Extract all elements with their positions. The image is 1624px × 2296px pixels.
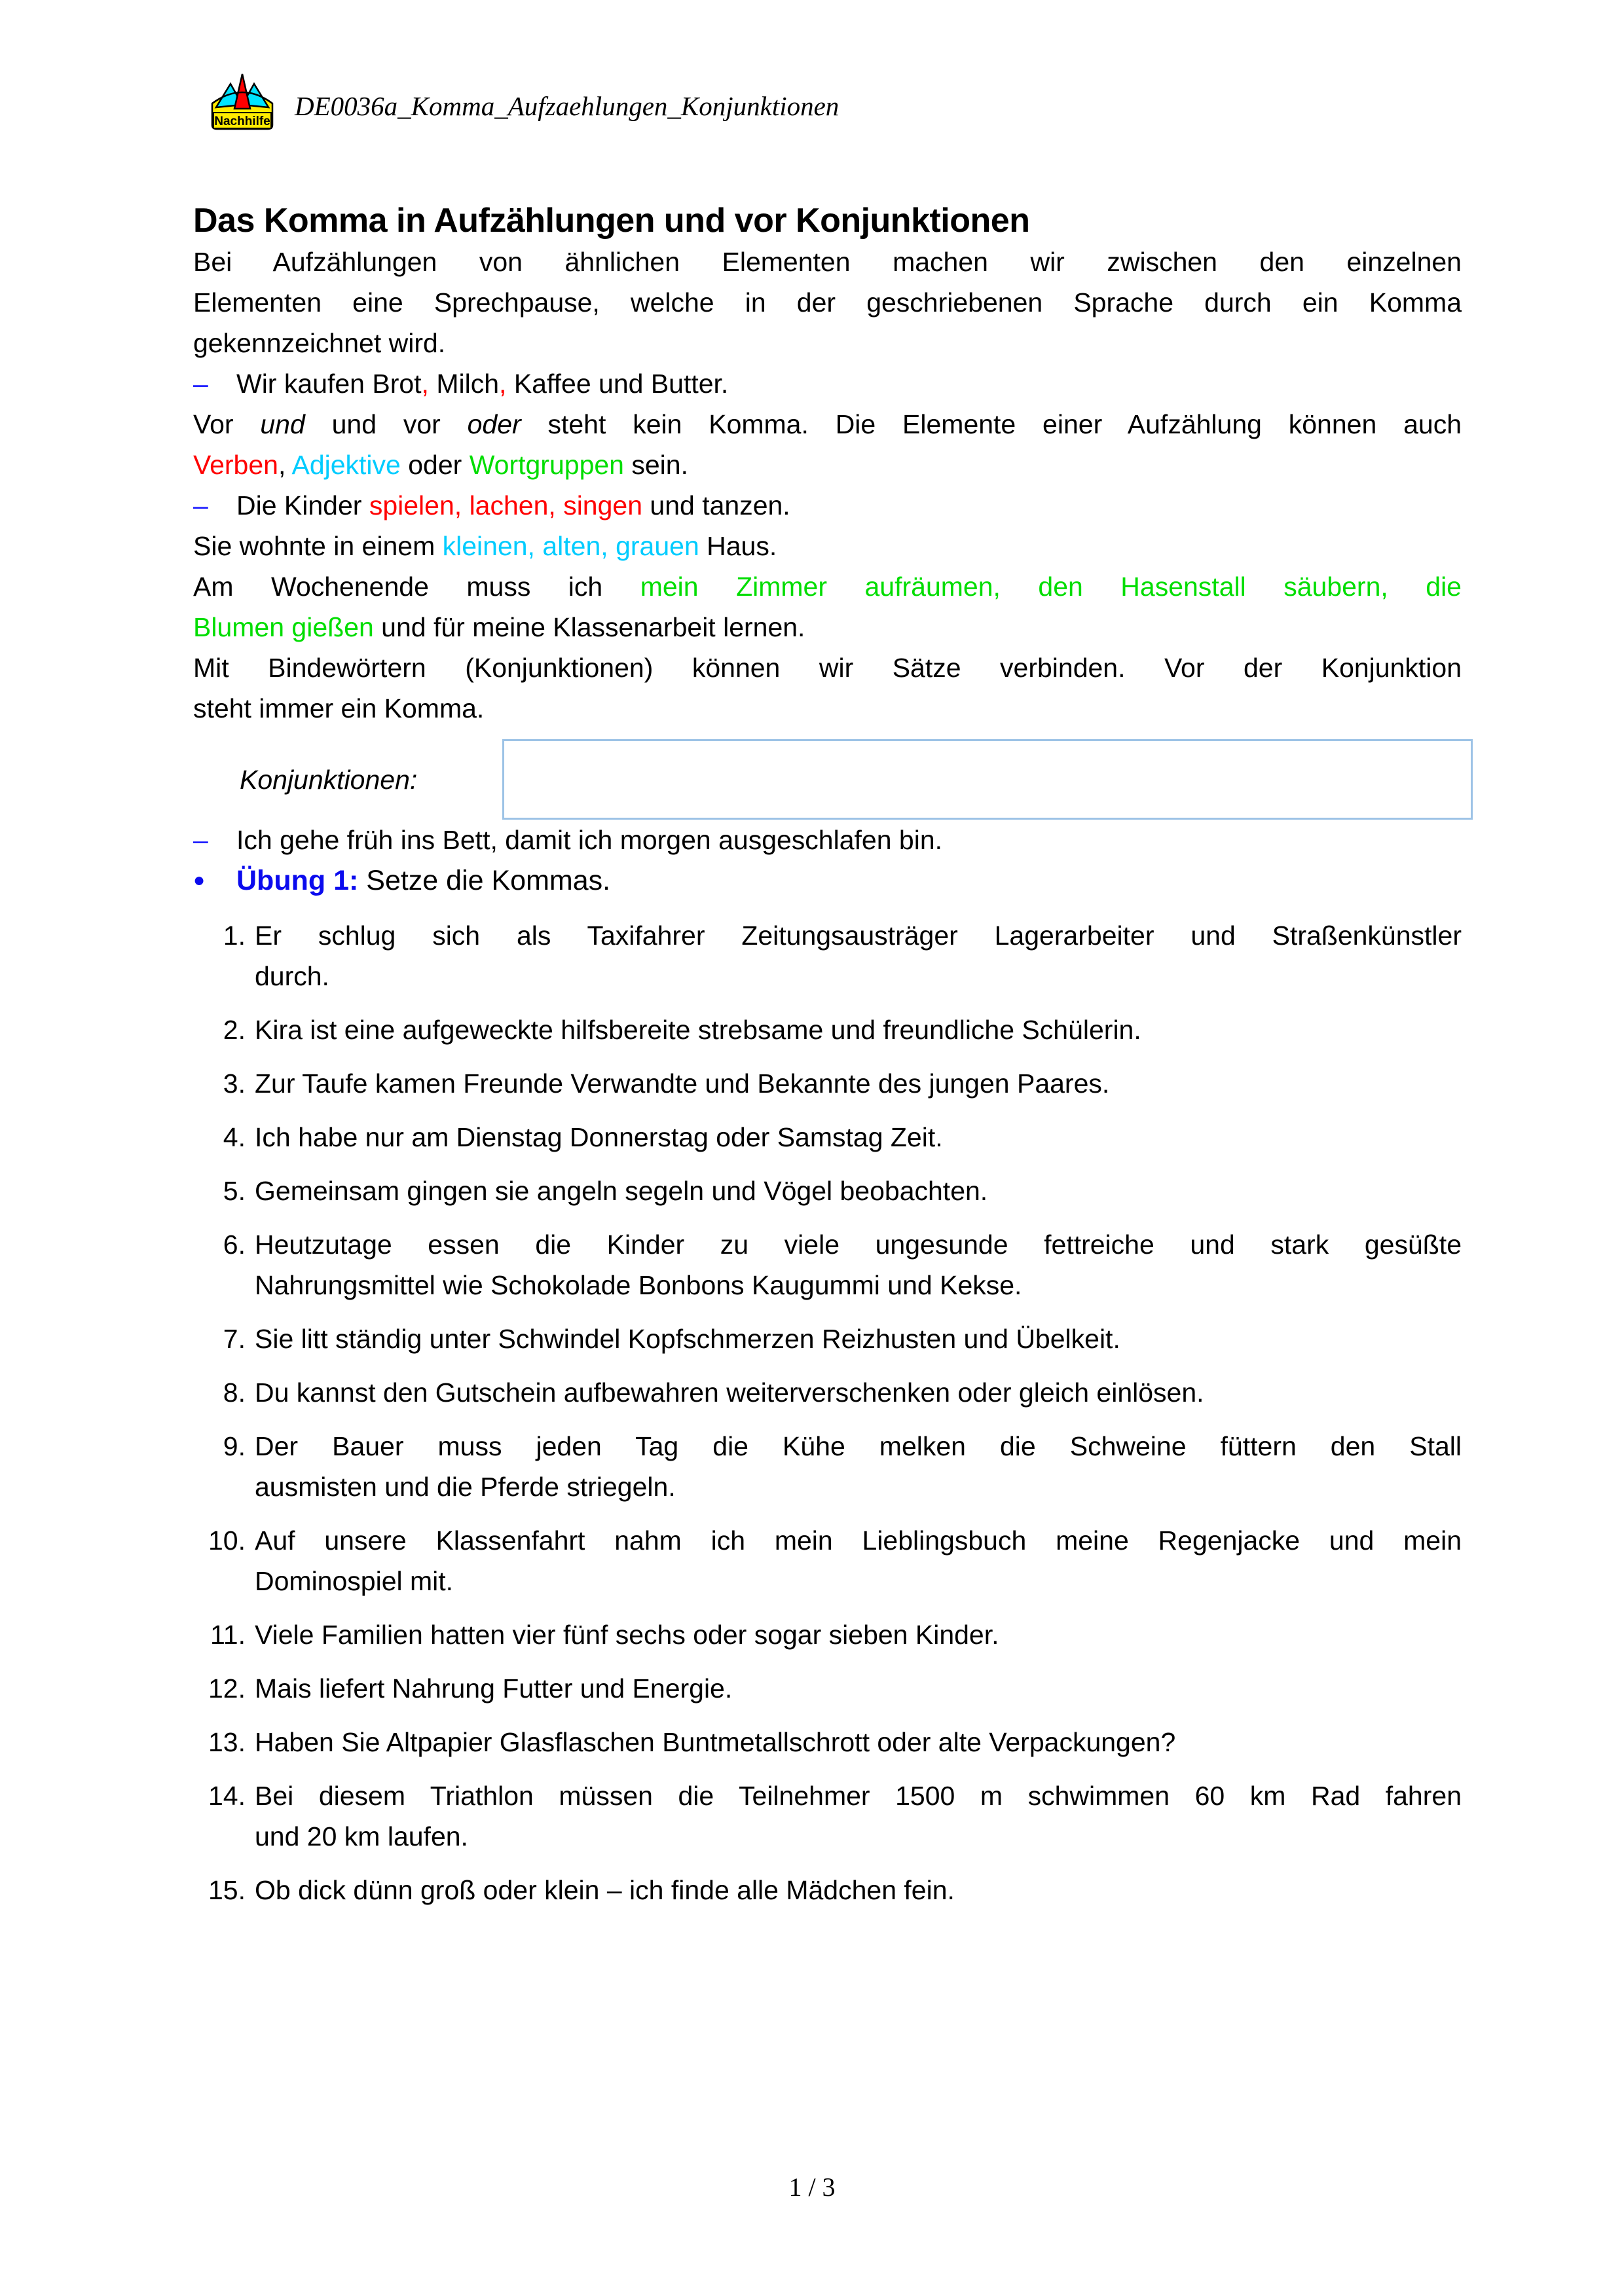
item-text: Du kannst den Gutschein aufbewahren weiterverschenken oder gleich einlösen. [255, 1377, 1204, 1408]
conjunction-box [502, 739, 1473, 820]
red-comma: , [421, 369, 429, 399]
item-number: 5. [223, 1176, 246, 1206]
exercise-heading [193, 860, 1462, 901]
exercise-item-list [193, 915, 1462, 1910]
exercise-item [193, 1372, 1462, 1413]
item-number: 12. [208, 1673, 246, 1704]
dash-bullet: – [193, 369, 208, 399]
example-adjectives: Sie wohnte in einem kleinen, alten, grauen Haus. [193, 531, 777, 561]
item-number: 2. [223, 1015, 246, 1045]
dash-bullet: – [193, 490, 208, 520]
exercise-item [193, 1010, 1462, 1050]
item-number: 1. [223, 920, 246, 951]
exercise-item [193, 1426, 1462, 1507]
item-text: Sie litt ständig unter Schwindel Kopfschmerzen Reizhusten und Übelkeit. [255, 1324, 1120, 1354]
word-adjektive: Adjektive [291, 450, 401, 480]
page-title: Das Komma in Aufzählungen und vor Konjunktionen [193, 202, 1030, 240]
exercise-item [193, 1668, 1462, 1709]
example-verbs: – Die Kinder spielen, lachen, singen und tanzen. [193, 485, 1462, 526]
item-text: Bei diesem Triathlon müssen die Teilnehmer 1500 m schwimmen 60 km Rad fahren und 20 km laufen. [255, 1781, 1462, 1851]
logo-label: Nachhilfe [214, 115, 270, 128]
intro-paragraph: Bei Aufzählungen von ähnlichen Elementen machen wir zwischen den einzelnen Elementen eine Sprechpause, welche in der geschriebenen Sprache durch ein Komma gekennzeichnet wird. [193, 247, 1462, 358]
exercise-item [193, 1063, 1462, 1104]
item-number: 7. [223, 1324, 246, 1354]
item-text: Mais liefert Nahrung Futter und Energie. [255, 1673, 733, 1704]
item-number: 9. [223, 1431, 246, 1461]
item-text: Gemeinsam gingen sie angeln segeln und Vögel beobachten. [255, 1176, 988, 1206]
item-text: Er schlug sich als Taxifahrer Zeitungsausträger Lagerarbeiter und Straßenkünstler durch. [255, 920, 1462, 991]
bullet-dot-icon: ● [193, 869, 206, 891]
red-comma: , [499, 369, 507, 399]
exercise-item [193, 1224, 1462, 1305]
nachhilfe-logo-icon [208, 69, 276, 142]
item-text: Haben Sie Altpapier Glasflaschen Buntmetallschrott oder alte Verpackungen? [255, 1727, 1176, 1757]
item-number: 3. [223, 1068, 246, 1099]
example-shopping: – Wir kaufen Brot, Milch, Kaffee und Butter. [193, 363, 1462, 404]
document-id: DE0036a_Komma_Aufzaehlungen_Konjunktionen [295, 90, 840, 121]
conjunction-box-label: Konjunktionen: [240, 764, 418, 795]
example-bett: – Ich gehe früh ins Bett, damit ich morgen ausgeschlafen bin. [193, 820, 1462, 860]
item-text: Heutzutage essen die Kinder zu viele ungesunde fettreiche und stark gesüßte Nahrungsmittel wie Schokolade Bonbons Kaugummi und Kekse. [255, 1230, 1462, 1300]
exercise-item [193, 1520, 1462, 1601]
item-number: 13. [208, 1727, 246, 1757]
exercise-label: Übung 1: [236, 865, 359, 896]
exercise-item [193, 1722, 1462, 1762]
dash-bullet: – [193, 825, 208, 855]
item-text: Auf unsere Klassenfahrt nahm ich mein Lieblingsbuch meine Regenjacke und mein Dominospiel mit. [255, 1525, 1462, 1596]
word-verben: Verben [193, 450, 278, 480]
conjunction-box-row [193, 739, 1462, 820]
item-text: Viele Familien hatten vier fünf sechs oder sogar sieben Kinder. [255, 1620, 999, 1650]
exercise-item [193, 1319, 1462, 1359]
word-wortgruppen: Wortgruppen [469, 450, 624, 480]
item-text: Ob dick dünn groß oder klein – ich finde alle Mädchen fein. [255, 1875, 955, 1905]
item-number: 8. [223, 1377, 246, 1408]
item-text: Der Bauer muss jeden Tag die Kühe melken die Schweine füttern den Stall ausmisten und die Pferde striegeln. [255, 1431, 1462, 1502]
item-number: 4. [223, 1122, 246, 1152]
exercise-instruction: Setze die Kommas. [358, 865, 611, 896]
exercise-item [193, 1776, 1462, 1857]
exercise-item [193, 1117, 1462, 1157]
item-number: 11. [210, 1620, 246, 1650]
page-header [208, 69, 1462, 142]
italic-word: oder [467, 409, 521, 439]
italic-word: und [260, 409, 305, 439]
item-text: Ich habe nur am Dienstag Donnerstag oder Samstag Zeit. [255, 1122, 943, 1152]
page-number: 1 / 3 [788, 2172, 836, 2202]
item-text: Kira ist eine aufgeweckte hilfsbereite strebsame und freundliche Schülerin. [255, 1015, 1141, 1045]
exercise-item [193, 1171, 1462, 1211]
item-number: 14. [208, 1781, 246, 1811]
item-number: 10. [208, 1525, 246, 1556]
example-wordgroups: Am Wochenende muss ich mein Zimmer aufräumen, den Hasenstall säubern, die Blumen gießen und für meine Klassenarbeit lernen. [193, 572, 1462, 642]
item-number: 15. [208, 1875, 246, 1905]
rule-und-oder: Vor und und vor oder steht kein Komma. Die Elemente einer Aufzählung können auch Verben, Adjektive oder Wortgruppen sein. [193, 409, 1462, 480]
exercise-item [193, 1614, 1462, 1655]
exercise-item [193, 1870, 1462, 1910]
item-text: Zur Taufe kamen Freunde Verwandte und Bekannte des jungen Paares. [255, 1068, 1110, 1099]
exercise-item [193, 915, 1462, 996]
rule-conjunction: Mit Bindewörtern (Konjunktionen) können wir Sätze verbinden. Vor der Konjunktion steht immer ein Komma. [193, 653, 1462, 723]
item-number: 6. [223, 1230, 246, 1260]
